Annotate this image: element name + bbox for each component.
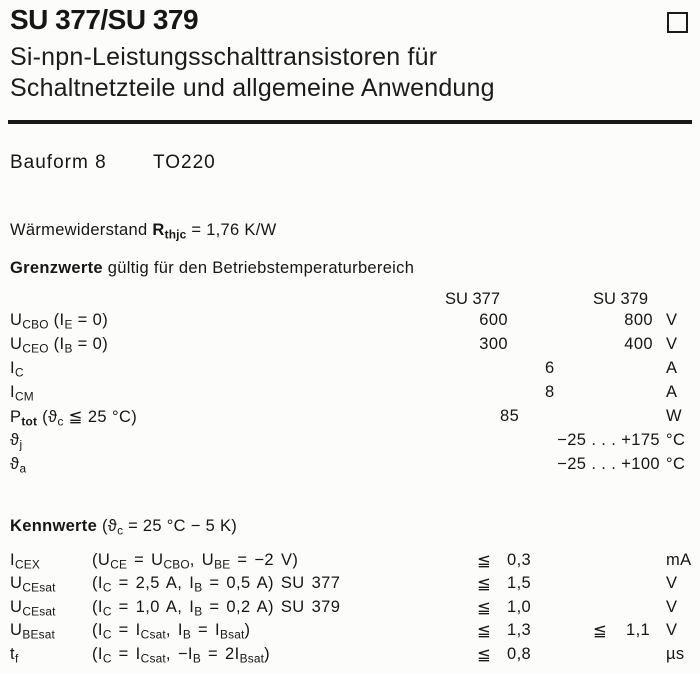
condition-text: ($I_C = 2,5$ A, $I_B = 0,5$ A) SU 377 [92, 574, 341, 595]
value-common: 6 [545, 359, 555, 377]
unit-label: W [666, 407, 682, 425]
column-header-row [0, 290, 700, 312]
param-label: $U_{CBO}$ $(I_E = 0)$ [10, 311, 109, 332]
unit-label: µs [666, 644, 685, 663]
column-header-su377: SU 377 [445, 290, 501, 308]
subtitle-line-1: Si-npn-Leistungsschalttransistoren für [10, 43, 438, 71]
table-row [0, 645, 700, 668]
unit-label: V [666, 335, 678, 353]
unit-label: °C [666, 431, 686, 449]
grenzwerte-section [0, 311, 700, 479]
thermal-resistance-line: Wärmewiderstand $R_{thjc} = 1,76$ K/W [10, 221, 277, 242]
page-title: SU 377/SU 379 [10, 4, 199, 35]
table-row [0, 551, 700, 574]
param-label: $I_{CM}$ [10, 383, 34, 404]
unit-label: A [666, 359, 678, 377]
condition-text: ($I_C = I_{Csat}$, $I_B = I_{Bsat}$) [92, 621, 251, 642]
limit-symbol: ≦ [477, 622, 492, 641]
param-label: $U_{BEsat}$ [10, 621, 56, 642]
value-common: 85 [500, 407, 520, 425]
table-row [0, 621, 700, 644]
param-label: $I_C$ [10, 359, 24, 380]
value-su377: 600 [479, 311, 508, 329]
unit-label: V [666, 574, 678, 593]
param-label: $U_{CEsat}$ [10, 597, 56, 619]
bauform-line [0, 152, 700, 176]
unit-label: V [666, 597, 678, 616]
value-common: 8 [545, 383, 555, 401]
table-row [0, 598, 700, 621]
page-subtitle [10, 42, 495, 104]
grenzwerte-heading: Grenzwerte gültig für den Betriebstemperaturbereich [10, 259, 415, 277]
param-label: $t_f$ [10, 644, 19, 666]
subtitle-line-2: Schaltnetzteile und allgemeine Anwendung [10, 74, 495, 102]
table-row [0, 311, 700, 335]
header-divider [8, 120, 692, 124]
value-su379: 800 [624, 311, 653, 329]
kennwerte-section [0, 551, 700, 668]
kennwerte-heading: Kennwerte ($ϑ_c = 25$ °C − 5 K) [10, 517, 238, 538]
table-row [0, 383, 700, 407]
package-label: TO220 [153, 152, 216, 173]
unit-label: V [666, 311, 678, 329]
unit-label: mA [666, 551, 692, 569]
table-row [0, 431, 700, 455]
unit-label: °C [666, 455, 686, 473]
param-label: $P_{tot}$ ($ϑ_c$ ≦ 25 °C) [10, 408, 138, 429]
value-range: −25 . . . +175 [557, 431, 660, 449]
hollow-square-icon [667, 12, 688, 33]
limit-symbol: ≦ [477, 575, 492, 594]
table-row [0, 574, 700, 597]
value-range: −25 . . . +100 [557, 455, 660, 473]
condition-text: ($I_C = 1,0$ A, $I_B = 0,2$ A) SU 379 [92, 597, 341, 619]
param-label: $U_{CEsat}$ [10, 574, 56, 595]
table-row [0, 455, 700, 479]
column-header-su379: SU 379 [593, 290, 649, 308]
condition-text: ($U_{CE} = U_{CBO}$, $U_{BE} = -2$ V) [92, 551, 299, 572]
limit-symbol: ≦ [477, 552, 492, 570]
limit-value: 0,8 [507, 644, 532, 663]
limit-value: 1,3 [507, 621, 532, 640]
unit-label: A [666, 383, 678, 401]
limit-symbol: ≦ [477, 645, 492, 664]
limit-value: 0,3 [507, 551, 532, 569]
limit-symbol: ≦ [477, 598, 492, 617]
limit-value: 1,0 [507, 597, 532, 616]
bauform-label: Bauform 8 [10, 152, 107, 173]
table-row [0, 407, 700, 431]
value-su377: 300 [479, 335, 508, 353]
param-label: $ϑ_j$ [10, 431, 23, 452]
condition-text: ($I_C = I_{Csat}$, $-I_B = 2I_{Bsat}$) [92, 644, 271, 666]
limit-value: 1,5 [507, 574, 532, 593]
param-label: $I_{CEX}$ [10, 551, 41, 572]
table-row [0, 335, 700, 359]
limit-value-su379: 1,1 [626, 621, 651, 640]
unit-label: V [666, 621, 678, 640]
param-label: $U_{CEO}$ $(I_B = 0)$ [10, 335, 109, 356]
param-label: $ϑ_a$ [10, 455, 27, 476]
table-row [0, 359, 700, 383]
value-su379: 400 [624, 335, 653, 353]
limit-symbol-su379: ≦ [593, 622, 608, 641]
